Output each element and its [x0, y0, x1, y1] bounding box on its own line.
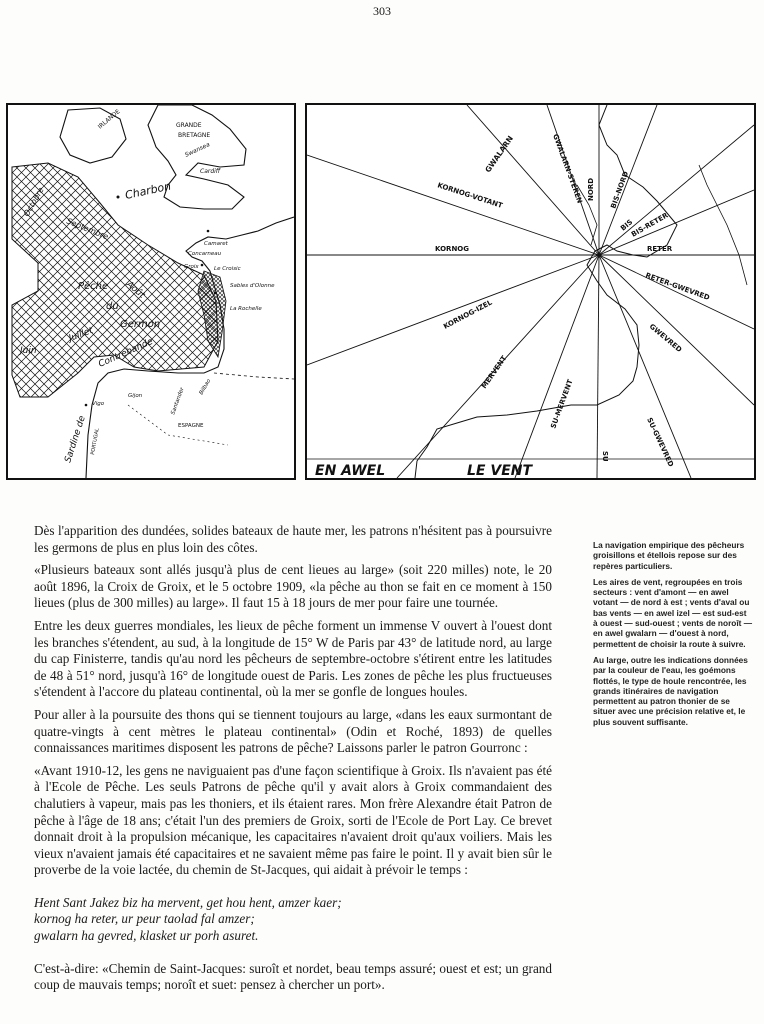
sidebar-paragraph: Les aires de vent, regroupées en trois secteurs : vent d'amont — en awel votant — de nord à est ; vents d'aval ou bas vents — en awel izel — est sud-est à ouest — sud-ouest ; vents de noroît — en awel gwalarn — d'ouest à nord, permettent de choisir la route à suivre. [593, 576, 753, 649]
wind-reter-gwevred: RETER-GWEVRED [644, 271, 711, 303]
label-santander: Santander [170, 386, 186, 416]
wind-gwalarn-sterenn: GWALARN-STEREN [551, 132, 584, 205]
label-aout: Août [124, 279, 147, 301]
label-bilbao: Bilbao [198, 378, 213, 396]
verse-line: kornog ha reter, ur peur taolad fal amzer; [34, 911, 255, 927]
sidebar-caption [593, 540, 753, 733]
fishing-zones-map-svg [8, 105, 294, 478]
verse-line: gwalarn ha gevred, klasket ur porh asuret. [34, 928, 259, 944]
label-juin: Juin [20, 346, 37, 356]
paragraph: C'est-à-dire: «Chemin de Saint-Jacques: suroît et nordet, beau temps assuré; ouest et est; un grand coup de mauvais temps; noroît et suet: pensez à chercher un port». [34, 960, 552, 993]
main-text [34, 523, 552, 1000]
label-charbon: Charbon [123, 179, 173, 202]
wind-rose-map-svg [307, 105, 754, 478]
wind-reter: RETER [647, 245, 673, 253]
wind-bis: BIS [619, 218, 635, 233]
label-cardiff: Cardiff [200, 168, 221, 175]
breton-proverb [34, 895, 552, 945]
page-number: 303 [373, 4, 391, 18]
label-contrebande: Contrebande [97, 336, 155, 370]
wind-kornog-votant: KORNOG-VOTANT [436, 181, 504, 210]
wind-bis-nord: BIS-NORD [609, 170, 631, 210]
wind-su-gwevred: SU-GWEVRED [645, 416, 675, 469]
label-irlande: IRLANDE [96, 108, 122, 131]
label-le-croisic: Le Croisic [214, 266, 241, 272]
label-espagne: ESPAGNE [178, 423, 204, 429]
sidebar-paragraph: La navigation empirique des pêcheurs groisillons et étellois repose sur des repères particuliers. [593, 540, 745, 571]
label-gijon: Gijon [128, 393, 143, 399]
label-vigo: Vigo [92, 401, 105, 407]
paragraph: Pour aller à la poursuite des thons qui se tiennent toujours au large, «dans les eaux surmontant de quatre-vingts à cent mètres le plateau continental» (Odin et Roché, 1893) de quelles connaissances maritimes disposent les patrons de pêche? Laissons parler le patron Gourronc : [34, 706, 552, 756]
verse-line: Hent Sant Jakez biz ha mervent, get hou hent, amzer kaer; [34, 894, 342, 910]
paragraph: Dès l'apparition des dundées, solides bateaux de haute mer, les patrons n'hésitent pas à poursuivre les germons de plus en plus loin des côtes. [34, 523, 552, 555]
sidebar-paragraph: Au large, outre les indications données par la couleur de l'eau, les goémons flottés, le type de houle rencontrée, les grands itinéraires de navigation permettent au patron thonier de se situer avec une précision relative et, le plus souvent suffisante. [593, 654, 748, 727]
wind-gwalarn: GWALARN [483, 134, 516, 175]
caption-en-awel: EN AWEL [315, 463, 386, 478]
fishing-zones-map [6, 103, 296, 480]
label-concarneau: Concarneau [188, 251, 222, 257]
label-bretagne: BRETAGNE [178, 132, 211, 139]
wind-su-mervent: SU-MERVENT [549, 378, 575, 430]
wind-mervent: MERVENT [480, 354, 509, 391]
label-du: du [106, 301, 119, 312]
label-germon: Germon [120, 319, 161, 330]
wind-kornog-izel: KORNOG-IZEL [442, 298, 494, 331]
label-octobre: Octobre [21, 185, 46, 218]
label-septembre: Septembre [65, 216, 110, 242]
label-peche: Pêche [78, 281, 109, 292]
wind-nord: NORD [587, 177, 595, 201]
label-grande: GRANDE [176, 122, 202, 129]
wind-bis-reter: BIS-RETER [630, 211, 670, 239]
label-groix: Groix [184, 264, 199, 270]
label-sables: Sables d'Olonne [230, 283, 275, 289]
paragraph: Entre les deux guerres mondiales, les lieux de pêche forment un immense V ouvert à l'ouest dont les branches s'étendent, au sud, à la longitude de 15° W de Paris par 43° de latitude nord, au large du cap Finisterre, tandis qu'au nord les pêcheurs de septembre-octobre s'étirent entre les latitudes de 48 à 51° nord, jusqu'à 16° de longitude ouest de Paris. Les zones de pêche les plus fructueuses s'étendent à l'accore du plateau continental, où la mer se gonfle de longues houles. [34, 617, 552, 700]
label-portugal: PORTUGAL [90, 427, 101, 456]
paragraph: «Plusieurs bateaux sont allés jusqu'à plus de cent lieues au large» (soit 220 milles) note, le 20 août 1896, la Croix de Groix, et le 5 octobre 1909, «la pêche au thon se fait en ce moment à 150 lieues (plus de 300 milles) au large». Il faut 15 à 18 jours de mer pour faire une tournée. [34, 562, 552, 611]
label-sardine-de: Sardine de [63, 414, 88, 464]
coastline [415, 105, 677, 478]
label-la-rochelle: La Rochelle [230, 306, 262, 312]
wind-rose-map [305, 103, 756, 480]
paragraph: «Avant 1910-12, les gens ne naviguaient pas d'une façon scientifique à Groix. Ils n'avaient pas été à l'Ecole de Pêche. Les seuls Patrons de pêche qu'il y avait alors à Groix commandaient des chalutiers à vapeur, mais pas les thoniers, et ils étaient rares. Mon frère Alexandre était Patron de pêche à l'âge de 18 ans; c'était l'un des premiers de Groix, sorti de l'Ecole de Port Lay. Ce brevet donnait droit à la propulsion mécanique, les capacitaires n'avaient droit qu'aux voiliers. Mais les vieux n'avaient jamais été capacitaires et ne savaient même pas faire le point. Il y avait bien sûr le proverbe de la voie lactée, du chemin de St-Jacques, qui aidait à prévoir le temps : [34, 762, 552, 878]
caption-le-vent: LE VENT [467, 463, 533, 478]
wind-su: SU [601, 451, 609, 462]
label-juillet: Juillet [67, 325, 95, 344]
wind-kornog: KORNOG [435, 245, 470, 253]
wind-gwevred: GWEVRED [647, 322, 684, 355]
label-camaret: Camaret [204, 241, 228, 247]
label-swansea: Swansea [183, 141, 212, 159]
